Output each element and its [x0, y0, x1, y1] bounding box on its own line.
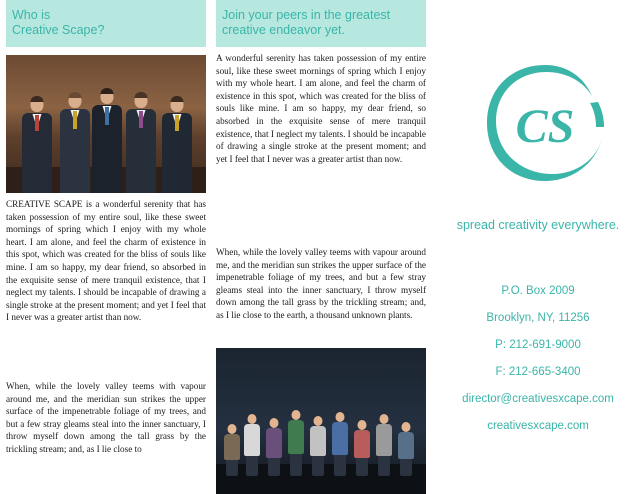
join-heading-line2: creative endeavor yet. [222, 23, 345, 37]
person-figure [286, 410, 306, 476]
join-heading-line1: Join your peers in the greatest [222, 8, 391, 22]
join-paragraph-1: A wonderful serenity has taken possession of my entire soul, like these sweet mornings of spring which I enjoy with my whole heart. I am alone, and feel the charm of existence in this spot, which was created for the bliss of souls like mine. I am so happy, my dear friend, so absorbed in the exquisite sense of mere tranquil existence, that I neglect my talents. I should be incapable of drawing a single stroke at the present moment; and yet I feel that I never was a greater artist than now. [216, 53, 426, 164]
tagline: spread creativity everywhere. [456, 218, 620, 232]
person-figure [330, 412, 350, 476]
person-figure [160, 97, 194, 193]
column-contact [436, 0, 640, 494]
person-figure [396, 422, 416, 476]
logo-brush-circle-icon [480, 58, 610, 188]
phone-number: P: 212-691-9000 [495, 339, 581, 351]
person-figure [90, 89, 124, 193]
person-figure [242, 414, 262, 476]
group-of-kids-on-stage-photo [216, 348, 426, 494]
person-figure [374, 414, 394, 476]
about-paragraph-2: When, while the lovely valley teems with vapour around me, and the meridian sun strikes the upper surface of the impenetrable foliage of my trees, and but a few stray gleams steal into the inner sanctuary, I throw myself down among the tall grass by the trickling stream; and, as I lie close to [6, 381, 206, 454]
person-figure [20, 97, 54, 193]
person-figure [124, 93, 158, 193]
about-heading-band [6, 0, 206, 47]
group-of-five-men-photo [6, 55, 206, 193]
website-url[interactable]: creativesxcape.com [487, 420, 589, 432]
person-figure [58, 93, 92, 193]
person-figure [264, 418, 284, 476]
address-line-1: P.O. Box 2009 [501, 285, 575, 297]
address-line-2: Brooklyn, NY, 11256 [486, 312, 590, 324]
fax-number: F: 212-665-3400 [495, 366, 581, 378]
person-figure [352, 420, 372, 476]
about-paragraph-1: CREATIVE SCAPE is a wonderful serenity that has taken possession of my entire soul, like these sweet mornings of spring which I enjoy with my whole heart. I am alone, and feel the charm of existence in this spot, which was created for the bliss of souls like mine. I am so happy, my dear friend, so absorbed in the exquisite sense of mere tranquil existence, that I neglect my talents. I should be incapable of drawing a single stroke at the present moment; and yet I feel that I never was a greater artist than now. [6, 199, 206, 323]
contact-block [436, 278, 640, 440]
person-figure [222, 424, 242, 476]
logo-text: CS [515, 100, 575, 153]
about-heading-line1: Who is [12, 8, 51, 22]
about-heading-line2: Creative Scape? [12, 23, 105, 37]
email-address[interactable]: director@creativesxcape.com [462, 393, 614, 405]
creative-scape-logo [480, 58, 610, 188]
column-about [6, 0, 206, 494]
join-paragraph-2: When, while the lovely valley teems with vapour around me, and the meridian sun strikes the upper surface of the impenetrable foliage of my trees, and but a few stray gleams steal into the inner sanctuary, I throw myself down among the tall grass by the trickling stream; and, as I lie close to the earth, a thousand unknown plants. [216, 247, 426, 320]
person-figure [308, 416, 328, 476]
column-join [216, 0, 426, 494]
join-heading-band [216, 0, 426, 47]
